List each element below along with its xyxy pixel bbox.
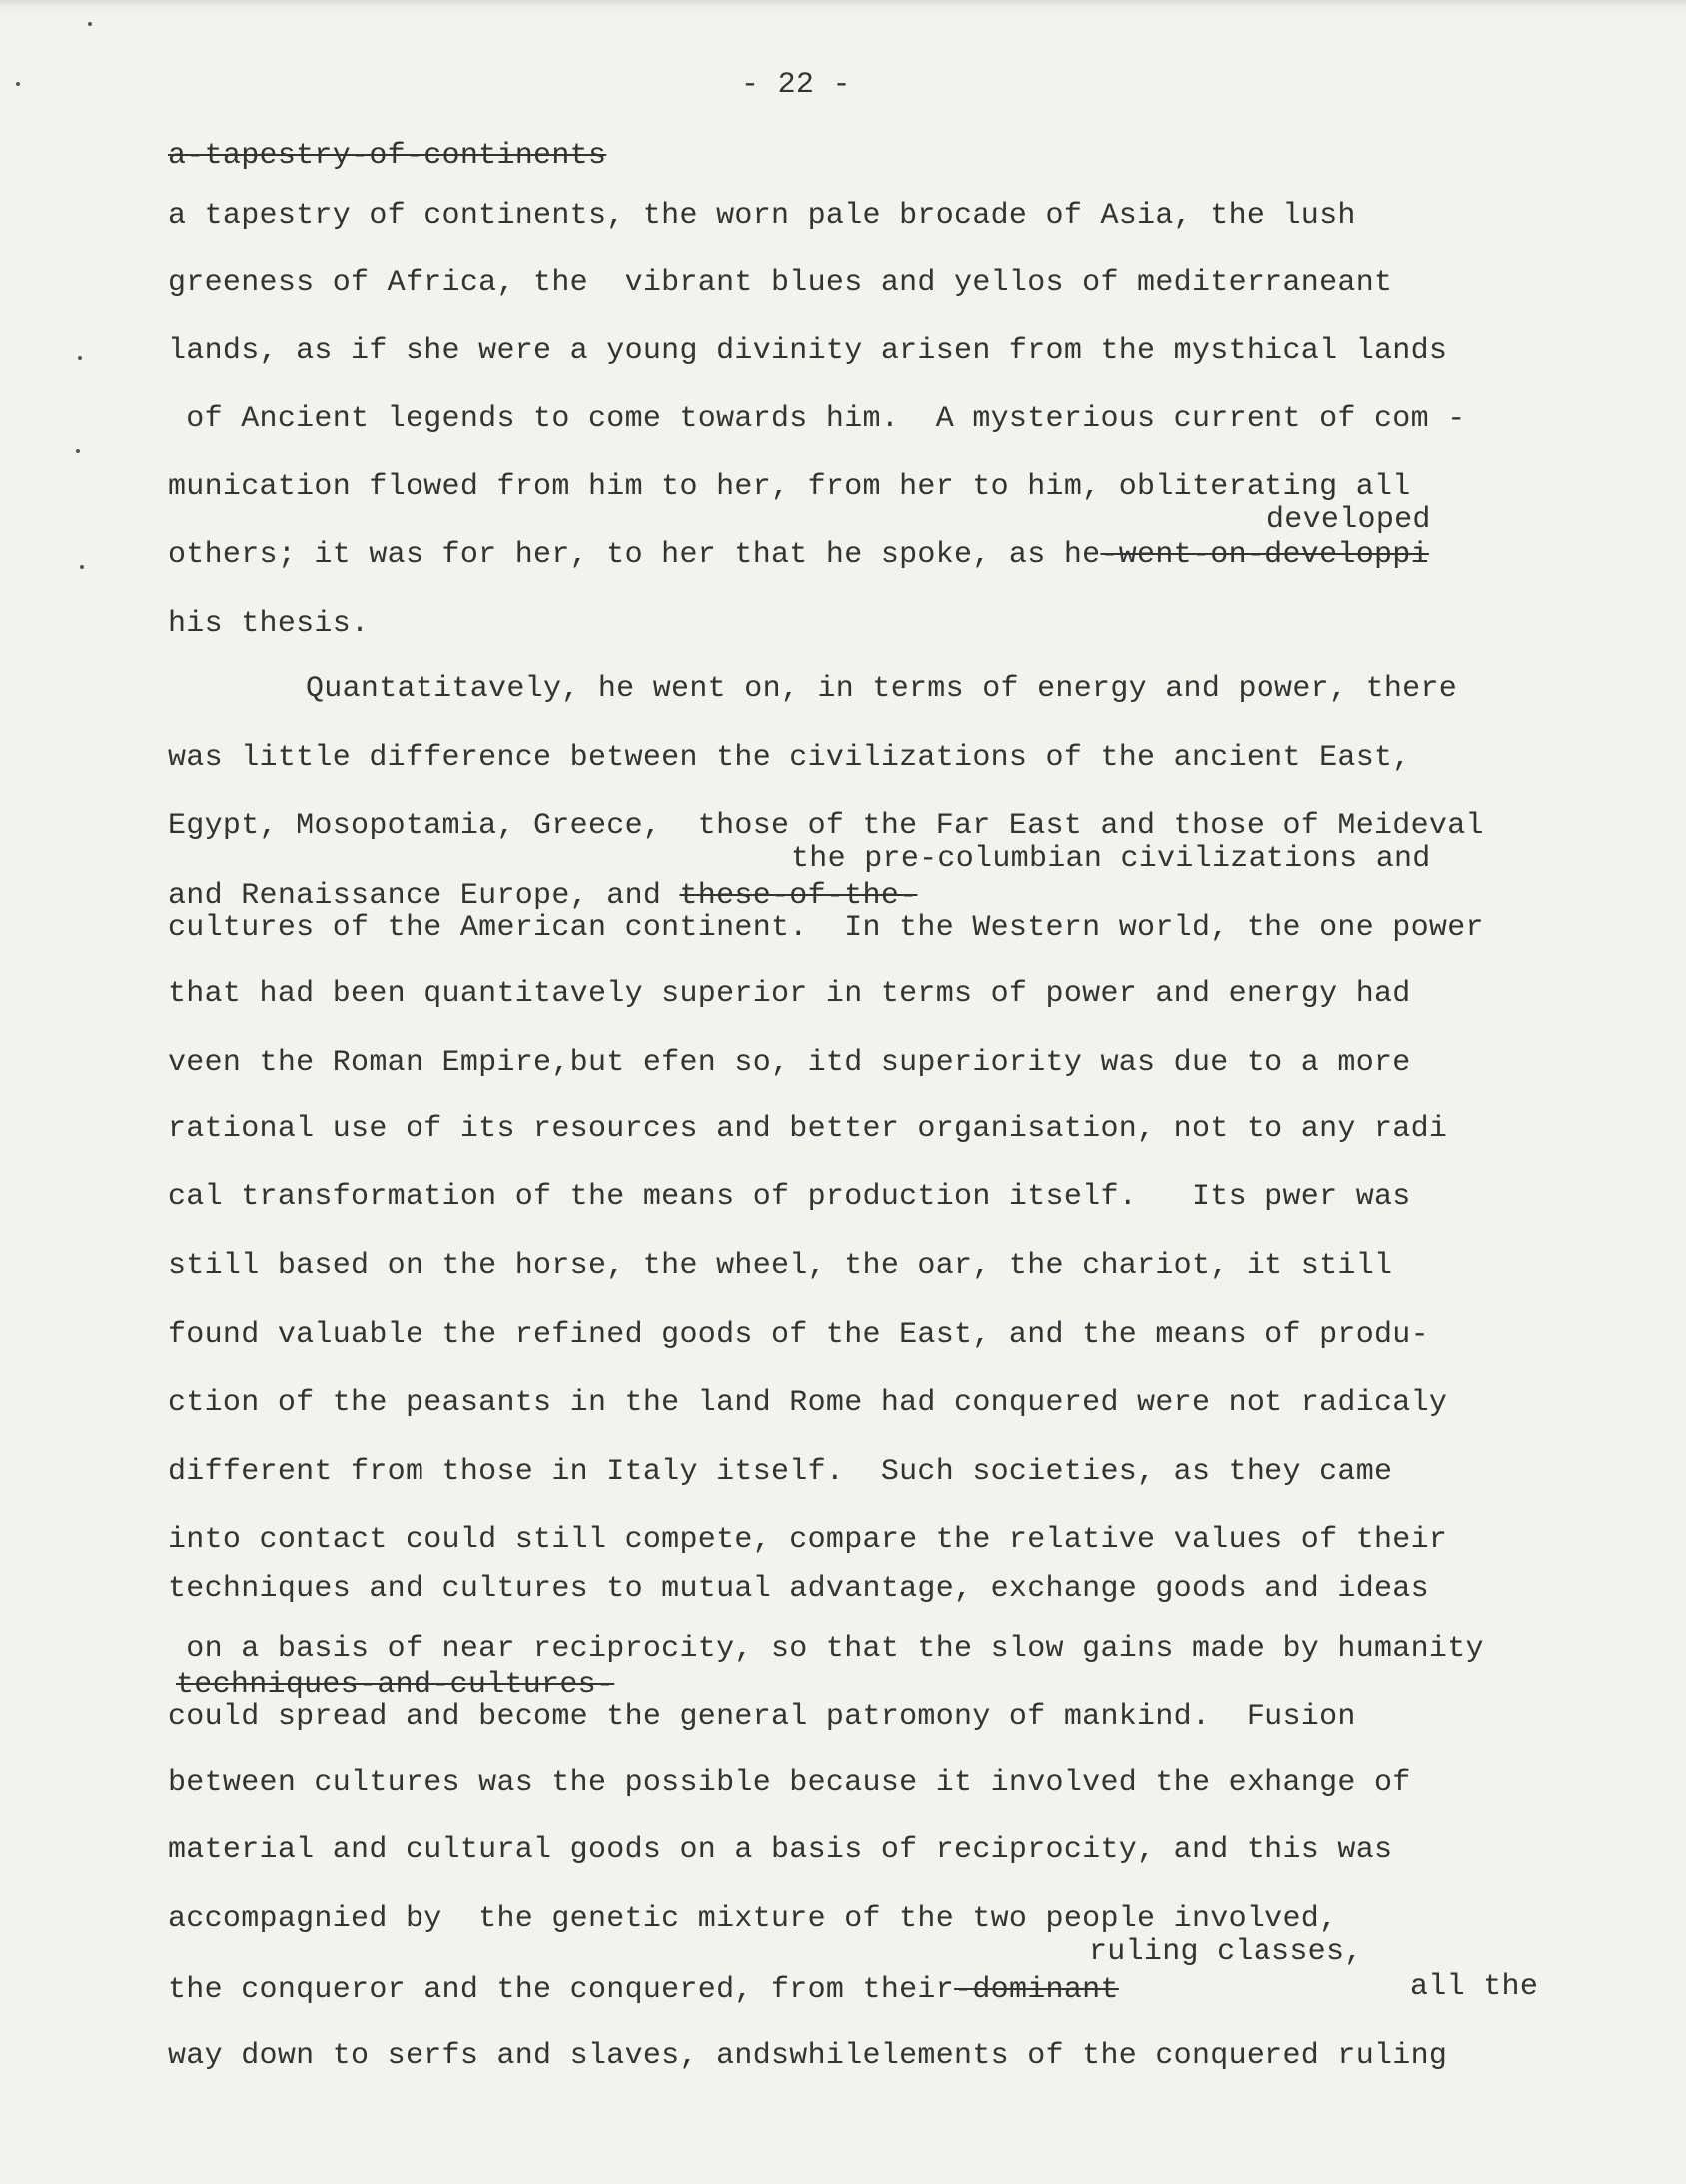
text-line: into contact could still compete, compare the relative values of their [168, 1523, 1448, 1557]
text-line: between cultures was the possible because it involved the exhange of [168, 1766, 1411, 1800]
text-line: lands, as if she were a young divinity arisen from the mysthical lands [168, 334, 1448, 367]
text-segment: all the [1410, 1970, 1539, 2004]
text-line: a tapestry of continents, the worn pale brocade of Asia, the lush [168, 199, 1356, 233]
struck-text: these-of-the- [679, 879, 918, 913]
text-line [168, 881, 917, 911]
text-line: was little difference between the civilizations of the ancient East, [168, 741, 1411, 775]
text-line: munication flowed from him to her, from her to him, obliterating all [168, 470, 1411, 504]
text-line: of Ancient legends to come towards him. A mysterious current of com - [168, 402, 1466, 436]
paper-speck [76, 449, 80, 453]
text-line: ction of the peasants in the land Rome had conquered were not radicaly [168, 1386, 1448, 1420]
text-line: greeness of Africa, the vibrant blues and yellos of mediterraneant [168, 266, 1393, 300]
text-line: on a basis of near reciprocity, so that the slow gains made by humanity [168, 1632, 1484, 1666]
page-number: - 22 - [741, 68, 851, 102]
text-line: found valuable the refined goods of the East, and the means of produ- [168, 1318, 1429, 1352]
text-segment: others; it was for her, to her that he spoke, as he [168, 538, 1101, 572]
text-segment: the conqueror and the conquered, from their [168, 1973, 955, 2007]
handwritten-insert: developed [1266, 503, 1431, 537]
text-segment: and Renaissance Europe, and [168, 879, 680, 913]
struck-text: -dominant [954, 1973, 1119, 2007]
inserted-line: the pre-columbian civilizations and [791, 842, 1431, 876]
text-line [168, 540, 1429, 570]
text-line: Quantatitavely, he went on, in terms of energy and power, there [306, 672, 1458, 706]
struck-text: techniques-and-cultures- [176, 1668, 615, 1702]
text-line: still based on the horse, the wheel, the oar, the chariot, it still [168, 1249, 1393, 1283]
text-line: veen the Roman Empire,but efen so, itd superiority was due to a more [168, 1046, 1411, 1080]
text-line: that had been quantitavely superior in terms of power and energy had [168, 977, 1411, 1011]
text-line [168, 1975, 1119, 2005]
paper-speck [16, 82, 20, 86]
paper-speck [78, 356, 82, 360]
text-line: accompagnied by the genetic mixture of the two people involved, [168, 1902, 1338, 1936]
struck-heading: a-tapestry-of-continents [168, 139, 607, 173]
inserted-line: ruling classes, [1089, 1935, 1363, 1969]
text-line: material and cultural goods on a basis of reciprocity, and this was [168, 1833, 1393, 1867]
text-line: cal transformation of the means of production itself. Its pwer was [168, 1180, 1411, 1214]
text-line: could spread and become the general patromony of mankind. Fusion [168, 1700, 1356, 1734]
text-line: techniques and cultures to mutual advantage, exchange goods and ideas [168, 1572, 1429, 1606]
text-line: rational use of its resources and better organisation, not to any radi [168, 1112, 1448, 1146]
text-line: way down to serfs and slaves, andswhilelements of the conquered ruling [168, 2039, 1448, 2073]
paper-speck [80, 565, 84, 569]
text-line: different from those in Italy itself. Such societies, as they came [168, 1455, 1393, 1489]
text-line: his thesis. [168, 607, 370, 641]
text-line: cultures of the American continent. In the Western world, the one power [168, 911, 1484, 945]
paper-speck [88, 22, 92, 26]
struck-text: -went-on-developpi [1100, 538, 1429, 572]
text-line: Egypt, Mosopotamia, Greece, those of the Far East and those of Meideval [168, 809, 1484, 843]
